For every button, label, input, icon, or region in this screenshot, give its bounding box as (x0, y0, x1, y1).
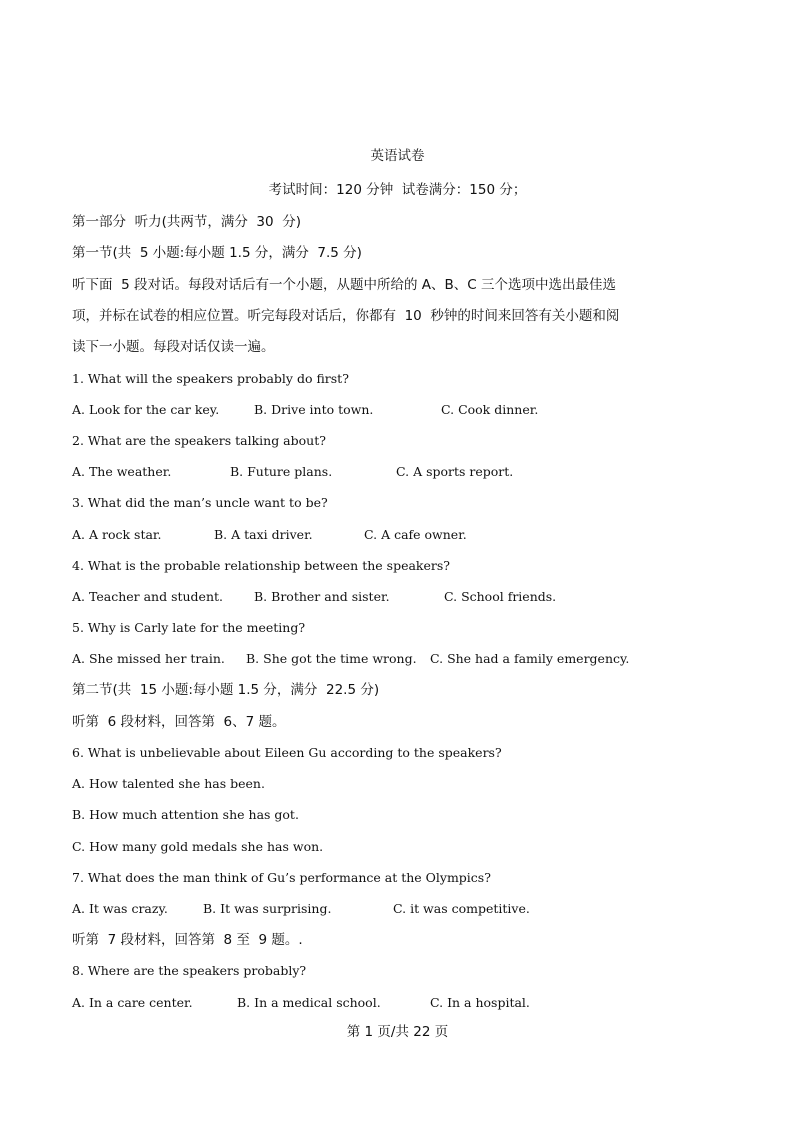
option-8c: C. In a hospital. (430, 995, 530, 1010)
part1-heading: 第一部分 听力(共两节，满分 30 分) (72, 214, 301, 230)
option-7a: A. It was crazy. (72, 901, 168, 916)
option-3a: A. A rock star. (72, 527, 162, 542)
material-6-instruction: 听第 6 段材料，回答第 6、7 题。 (72, 714, 286, 730)
option-4c: C. School friends. (444, 589, 557, 604)
option-3b: B. A taxi driver. (214, 527, 313, 542)
instruction-line: 项，并标在试卷的相应位置。听完每段对话后，你都有 10 秒钟的时间来回答有关小题和阅 (72, 308, 620, 324)
option-4a: A. Teacher and student. (72, 589, 224, 604)
option-8a: A. In a care center. (72, 995, 193, 1010)
instruction-line: 听下面 5 段对话。每段对话后有一个小题，从题中所给的 A、B、C 三个选项中选出最佳选 (72, 277, 616, 293)
option-3c: C. A cafe owner. (364, 527, 467, 542)
option-2a: A. The weather. (72, 464, 172, 479)
option-2b: B. Future plans. (230, 464, 333, 479)
section2-heading: 第二节(共 15 小题:每小题 1.5 分，满分 22.5 分) (72, 682, 380, 698)
exam-info: 考试时间：120 分钟 试卷满分：150 分； (268, 182, 527, 198)
instruction-line: 读下一小题。每段对话仅读一遍。 (72, 339, 275, 355)
option-6b: B. How much attention she has got. (72, 807, 299, 822)
question-8: 8. Where are the speakers probably? (72, 963, 307, 978)
option-1c: C. Cook dinner. (441, 402, 539, 417)
question-3: 3. What did the man’s uncle want to be? (72, 495, 328, 510)
option-5c: C. She had a family emergency. (430, 651, 630, 666)
option-1b: B. Drive into town. (254, 402, 374, 417)
page-number: 第 1 页/共 22 页 (346, 1024, 449, 1040)
material-7-instruction: 听第 7 段材料，回答第 8 至 9 题。. (72, 932, 303, 948)
option-8b: B. In a medical school. (237, 995, 381, 1010)
question-7: 7. What does the man think of Gu’s performance at the Olympics? (72, 870, 491, 885)
option-5a: A. She missed her train. (72, 651, 225, 666)
option-2c: C. A sports report. (396, 464, 514, 479)
question-4: 4. What is the probable relationship between the speakers? (72, 558, 450, 573)
option-7c: C. it was competitive. (393, 901, 530, 916)
option-6c: C. How many gold medals she has won. (72, 839, 324, 854)
exam-title: 英语试卷 (370, 148, 425, 164)
question-6: 6. What is unbelievable about Eileen Gu according to the speakers? (72, 745, 502, 760)
option-6a: A. How talented she has been. (72, 776, 265, 791)
option-5b: B. She got the time wrong. (246, 651, 417, 666)
question-1: 1. What will the speakers probably do first? (72, 371, 349, 386)
option-7b: B. It was surprising. (203, 901, 332, 916)
option-4b: B. Brother and sister. (254, 589, 390, 604)
question-2: 2. What are the speakers talking about? (72, 433, 326, 448)
option-1a: A. Look for the car key. (72, 402, 220, 417)
section1-heading: 第一节(共 5 小题:每小题 1.5 分，满分 7.5 分) (72, 245, 362, 261)
question-5: 5. Why is Carly late for the meeting? (72, 620, 306, 635)
